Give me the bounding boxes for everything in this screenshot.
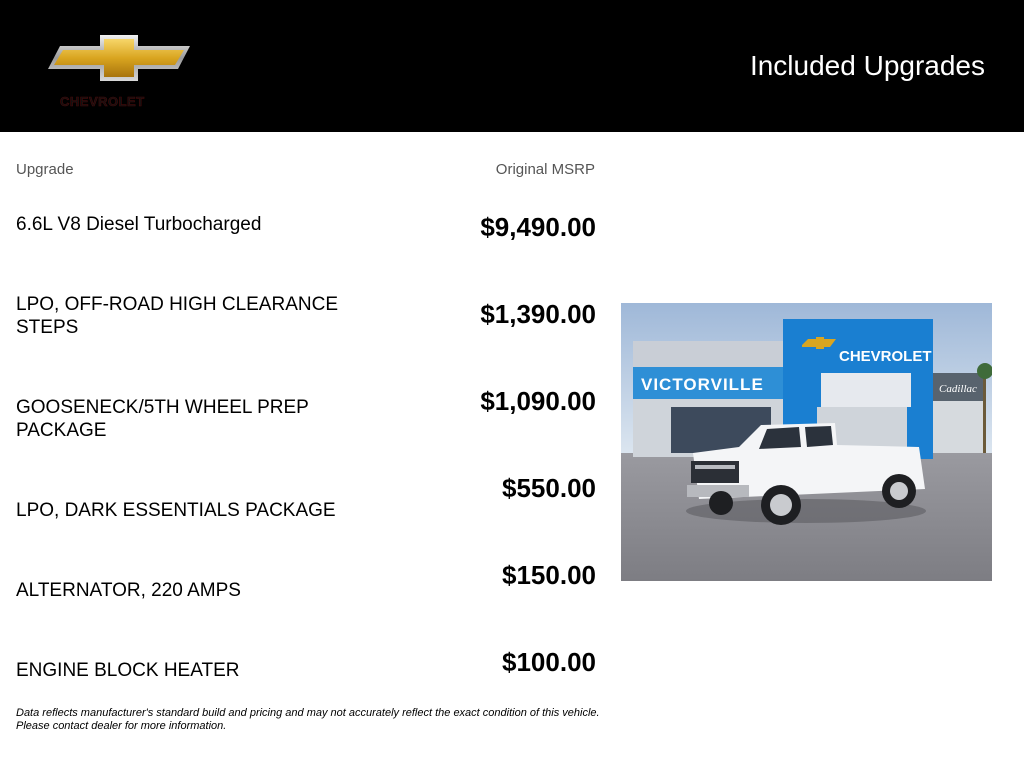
dealer-name-sign: VICTORVILLE bbox=[641, 375, 764, 394]
upgrade-price: $9,490.00 bbox=[480, 212, 596, 242]
upgrade-name: ALTERNATOR, 220 AMPS bbox=[16, 580, 241, 601]
chevrolet-bowtie-icon bbox=[44, 33, 194, 93]
logo-wordmark: CHEVROLET bbox=[60, 94, 145, 109]
upgrade-name: LPO, OFF-ROAD HIGH CLEARANCE STEPS bbox=[16, 294, 338, 338]
upgrade-row bbox=[16, 473, 596, 560]
disclaimer-line: Please contact dealer for more information. bbox=[16, 720, 227, 732]
brand-sign: CHEVROLET bbox=[839, 348, 932, 365]
column-header-msrp: Original MSRP bbox=[495, 161, 595, 178]
page-title: Included Upgrades bbox=[749, 50, 985, 81]
upgrade-row bbox=[16, 560, 596, 647]
upgrade-row bbox=[16, 212, 596, 299]
side-sign: Cadillac bbox=[939, 383, 977, 395]
disclaimer-line: Data reflects manufacturer's standard build and pricing and may not accurately reflect the exact condition of this vehicle. bbox=[16, 707, 600, 719]
upgrade-name: 6.6L V8 Diesel Turbocharged bbox=[16, 214, 262, 235]
upgrade-row bbox=[16, 386, 596, 473]
disclaimer bbox=[16, 707, 616, 733]
vehicle-photo bbox=[621, 303, 992, 581]
upgrade-row bbox=[16, 294, 596, 386]
upgrade-price: $1,090.00 bbox=[480, 386, 596, 416]
column-header-upgrade: Upgrade bbox=[16, 161, 74, 178]
upgrade-price: $100.00 bbox=[502, 647, 596, 677]
chevrolet-logo bbox=[44, 33, 194, 113]
upgrade-name: ENGINE BLOCK HEATER bbox=[16, 660, 240, 681]
upgrade-price: $550.00 bbox=[502, 473, 596, 503]
upgrade-name: LPO, DARK ESSENTIALS PACKAGE bbox=[16, 500, 336, 521]
upgrade-price: $1,390.00 bbox=[480, 299, 596, 329]
upgrade-price: $150.00 bbox=[502, 560, 596, 590]
upgrade-name: GOOSENECK/5TH WHEEL PREP PACKAGE bbox=[16, 397, 309, 441]
header-bar bbox=[0, 0, 1024, 132]
